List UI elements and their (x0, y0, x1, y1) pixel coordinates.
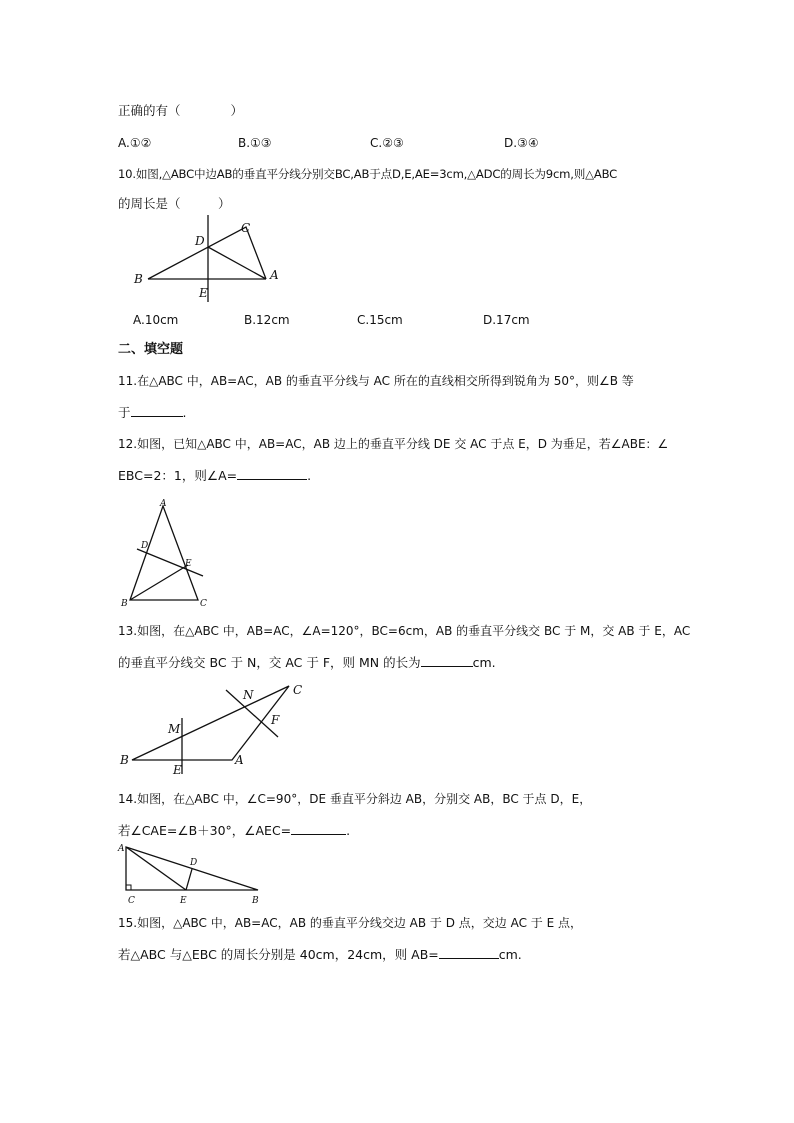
q10-option-d: D.17cm (483, 313, 530, 327)
q13-line2-suffix: cm. (472, 655, 496, 670)
q12-line2-prefix: EBC=2：1，则∠A= (118, 468, 238, 483)
q15-line2-suffix: cm. (498, 947, 522, 962)
q14-label-d: D (190, 858, 198, 868)
q13-label-m: M (168, 722, 181, 736)
q14-right-angle-mark (126, 885, 131, 890)
q10-option-a: A.10cm (133, 313, 179, 327)
q14-label-c: C (128, 896, 135, 906)
q14-figure (118, 841, 268, 907)
q13-label-f: F (271, 713, 280, 727)
q11-line2-suffix: . (182, 405, 187, 420)
q14-triangle-acb (126, 847, 258, 890)
q14-label-a: A (118, 844, 125, 854)
section-title-fill-in: 二、填空题 (118, 342, 184, 357)
q14-line2-suffix: . (346, 823, 351, 838)
q12-question-line1: 12.如图，已知△ABC 中，AB=AC，AB 边上的垂直平分线 DE 交 AC 于点 E，D 为垂足，若∠ABE：∠ (118, 437, 669, 451)
q12-answer-blank[interactable] (237, 467, 307, 480)
q10-label-d: D (195, 234, 205, 248)
q14-segment-de (186, 869, 192, 890)
q10-label-b: B (134, 272, 143, 286)
q10-label-a: A (270, 268, 279, 282)
q11-line2-prefix: 于 (118, 405, 131, 420)
q9-option-d: D.③④ (504, 136, 539, 150)
q15-line2-prefix: 若△ABC 与△EBC 的周长分别是 40cm，24cm，则 AB= (118, 947, 439, 962)
q9-option-b: B.①③ (238, 136, 272, 150)
q12-label-e: E (185, 559, 192, 569)
q9-option-a: A.①② (118, 136, 152, 150)
q15-question-line1: 15.如图，△ABC 中，AB=AC，AB 的垂直平分线交边 AB 于 D 点，交边 AC 于 E 点， (118, 916, 583, 930)
q13-triangle-abc (132, 686, 289, 760)
q15-question-line2 (118, 946, 522, 963)
q13-label-a: A (235, 753, 244, 767)
q10-figure (120, 215, 300, 310)
q10-label-e: E (199, 286, 208, 300)
q14-question-line2 (118, 822, 350, 839)
q12-question-line2 (118, 467, 311, 484)
q10-label-c: C (241, 221, 251, 235)
q12-segment-be (130, 565, 188, 600)
q9-option-c: C.②③ (370, 136, 404, 150)
q13-line2-prefix: 的垂直平分线交 BC 于 N，交 AC 于 F，则 MN 的长为 (118, 655, 421, 670)
q11-question-line2 (118, 404, 187, 421)
q10-question-line2: 的周长是（ ） (118, 196, 231, 211)
q12-line2-suffix: . (307, 468, 312, 483)
q13-label-e: E (173, 763, 182, 777)
q10-option-c: C.15cm (357, 313, 403, 327)
q11-question-line1: 11.在△ABC 中，AB=AC，AB 的垂直平分线与 AC 所在的直线相交所得到锐角为 50°，则∠B 等 (118, 374, 634, 388)
q13-answer-blank[interactable] (421, 654, 473, 667)
q12-triangle-abc (130, 506, 198, 600)
q13-label-c: C (293, 683, 303, 697)
q12-figure (118, 496, 218, 612)
q14-label-e: E (180, 896, 187, 906)
q14-label-b: B (252, 896, 259, 906)
q13-question-line1: 13.如图，在△ABC 中，AB=AC，∠A=120°，BC=6cm，AB 的垂直平分线交 BC 于 M，交 AB 于 E，AC (118, 624, 691, 638)
q12-label-b: B (121, 599, 128, 609)
q13-figure (118, 680, 313, 778)
q12-perpendicular-bisector-de (137, 549, 203, 576)
q12-label-c: C (200, 599, 207, 609)
q14-line2-prefix: 若∠CAE=∠B＋30°，∠AEC= (118, 823, 292, 838)
q14-question-line1: 14.如图，在△ABC 中，∠C=90°，DE 垂直平分斜边 AB，分别交 AB，BC 于点 D，E， (118, 792, 592, 806)
q15-answer-blank[interactable] (439, 946, 499, 959)
q12-label-a: A (160, 499, 167, 509)
q11-answer-blank[interactable] (131, 404, 183, 417)
q10-segment-da (208, 247, 266, 279)
q10-question-line1: 10.如图,△ABC中边AB的垂直平分线分别交BC,AB于点D,E,AE=3cm,△ADC的周长为9cm,则△ABC (118, 167, 618, 181)
q13-label-n: N (243, 688, 254, 702)
q12-label-d: D (141, 541, 149, 551)
q13-label-b: B (120, 753, 129, 767)
q9-tail-text: 正确的有（ ） (118, 103, 244, 118)
q14-segment-ae (126, 847, 186, 890)
q10-option-b: B.12cm (244, 313, 290, 327)
q14-answer-blank[interactable] (291, 822, 346, 835)
q13-question-line2 (118, 654, 496, 671)
